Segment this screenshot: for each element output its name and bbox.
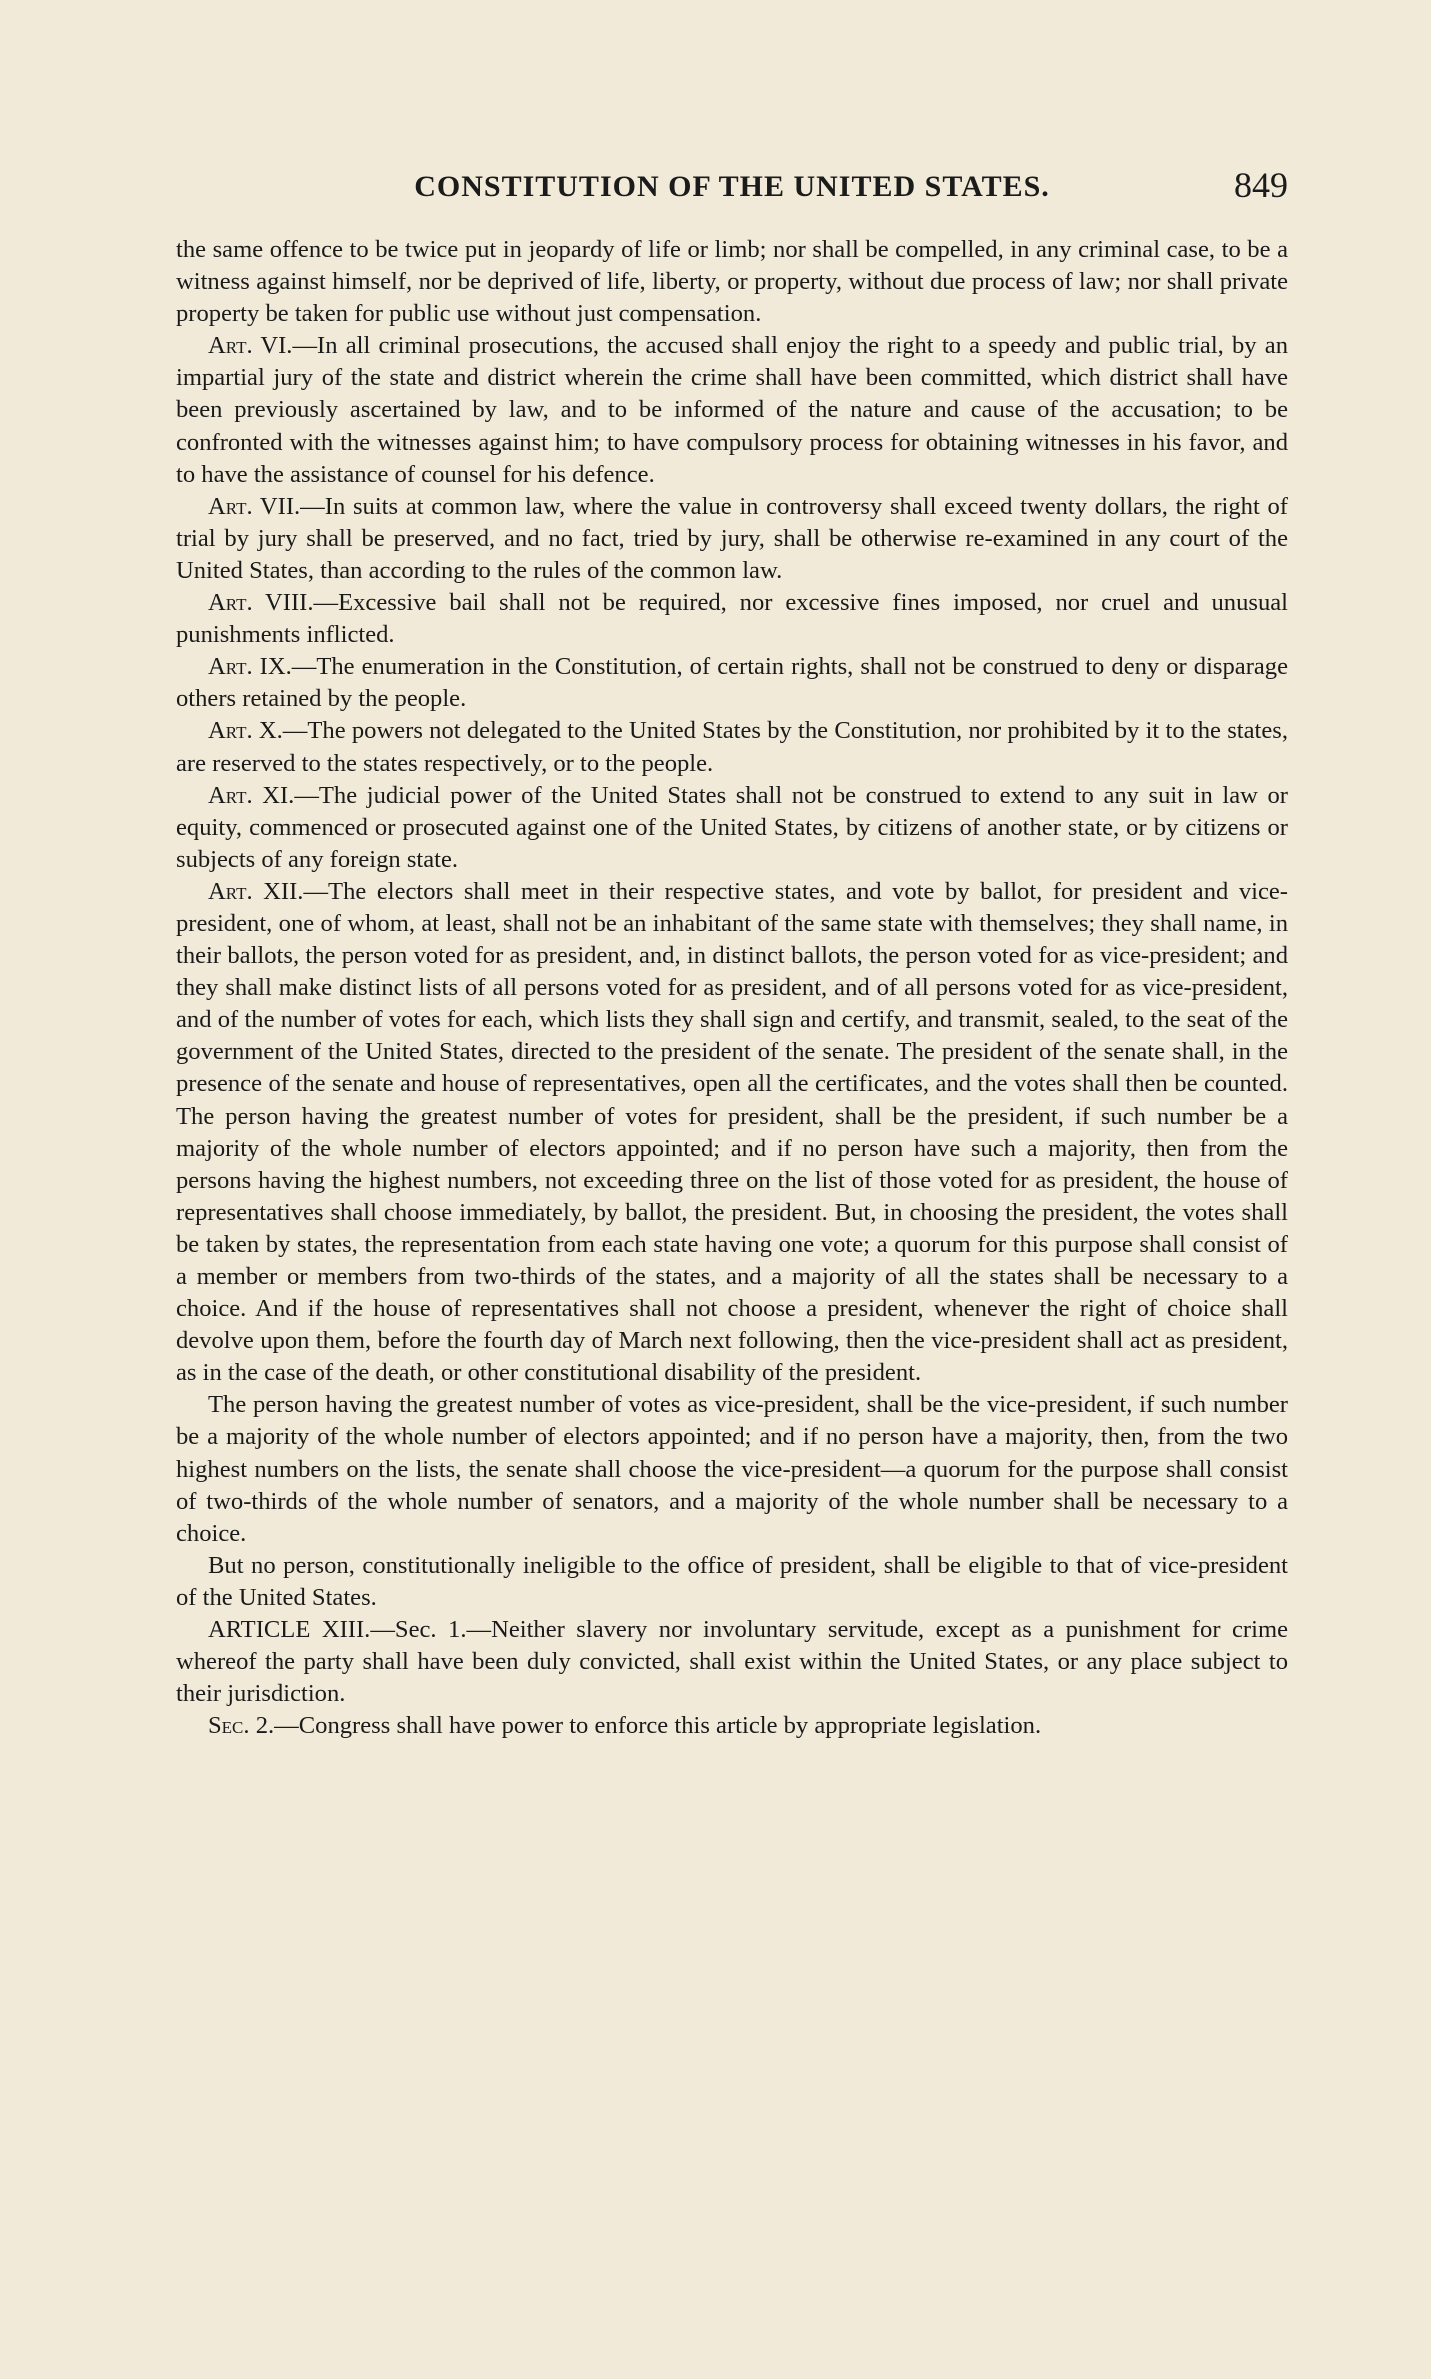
paragraph-label: Art. VI.	[208, 332, 293, 360]
paragraph	[176, 1389, 1288, 1549]
paragraph	[176, 234, 1288, 330]
running-title: CONSTITUTION OF THE UNITED STATES.	[414, 170, 1050, 203]
paragraph-label: Art. VII.	[208, 492, 301, 520]
paragraph-text: —Excessive bail shall not be required, nor excessive fines imposed, nor cruel and unusual punishments inflicted.	[176, 589, 1288, 649]
paragraph-text: —The judicial power of the United States shall not be construed to extend to any suit in law or equity, commenced or prosecuted against one of the United States, by citizens of another state, or by citizens or subjects of any foreign state.	[176, 781, 1289, 873]
paragraph-text: —The electors shall meet in their respective states, and vote by ballot, for president and vice-president, one of whom, at least, shall not be an inhabitant of the same state with themselves; they shall name, in their ballots, the person voted for as president, and, in distinct ballots, the person voted for as vice-president; and they shall make distinct lists of all persons voted for as president, and of all persons voted for as vice-president, and of the number of votes for each, which lists they shall sign and certify, and transmit, sealed, to the seat of the government of the United States, directed to the president of the senate. The president of the senate shall, in the presence of the senate and house of representatives, open all the certificates, and the votes shall then be counted. The person having the greatest number of votes for president, shall be the president, if such number be a majority of the whole number of electors appointed; and if no person have such a majority, then from the persons having the highest numbers, not exceeding three on the list of those voted for as president, the house of representatives shall choose immediately, by ballot, the president. But, in choosing the president, the votes shall be taken by states, the representation from each state having one vote; a quorum for this purpose shall consist of a member or members from two-thirds of the states, and a majority of all the states shall be necessary to a choice. And if the house of representatives shall not choose a president, whenever the right of choice shall devolve upon them, before the fourth day of March next following, then the vice-president shall act as president, as in the case of the death, or other constitutional disability of the president.	[176, 877, 1288, 1387]
page-header	[176, 160, 1288, 210]
paragraph-text: —In all criminal prosecutions, the accused shall enjoy the right to a speedy and public trial, by an impartial jury of the state and district wherein the crime shall have been committed, which district shall have been previously ascertained by law, and to be informed of the nature and cause of the accusation; to be confronted with the witnesses against him; to have compulsory process for obtaining witnesses in his favor, and to have the assistance of counsel for his defence.	[176, 332, 1288, 488]
paragraph-label: Art. VIII.	[208, 589, 314, 617]
paragraph-text: —In suits at common law, where the value in controversy shall exceed twenty dollars, the right of trial by jury shall be preserved, and no fact, tried by jury, shall be otherwise re-examined in any court of the United States, than according to the rules of the common law.	[176, 492, 1288, 584]
body-text	[176, 234, 1288, 1742]
paragraph	[176, 780, 1288, 876]
paragraph-label: Art. IX.	[208, 653, 292, 681]
paragraph	[176, 1710, 1288, 1742]
paragraph-label: Art. XII.	[208, 877, 304, 905]
paragraph	[176, 330, 1288, 490]
paragraph	[176, 491, 1288, 587]
paragraph-text: —Sec. 1.—Neither slavery nor involuntary servitude, except as a punishment for crime whereof the party shall have been duly convicted, shall exist within the United States, or any place subject to their jurisdiction.	[176, 1616, 1288, 1708]
paragraph	[176, 1550, 1288, 1614]
paragraph-label: Sec. 2.	[208, 1712, 275, 1740]
paragraph	[176, 587, 1288, 651]
paragraph-text: But no person, constitutionally ineligible to the office of president, shall be eligible to that of vice-president of the United States.	[176, 1551, 1288, 1611]
paragraph-text: —The powers not delegated to the United States by the Constitution, nor prohibited by it to the states, are reserved to the states respectively, or to the people.	[176, 717, 1288, 777]
paragraph	[176, 876, 1288, 1390]
paragraph-label: Art. X.	[208, 717, 283, 745]
paragraph-label: ARTICLE XIII.	[208, 1616, 371, 1644]
paragraph-text: The person having the greatest number of votes as vice-president, shall be the vice-president, if such number be a majority of the whole number of electors appointed; and if no person have a majority, then, from the two highest numbers on the lists, the senate shall choose the vice-president—a quorum for the purpose shall consist of two-thirds of the whole number of senators, and a majority of the whole number shall be necessary to a choice.	[176, 1391, 1288, 1547]
page-number: 849	[1234, 165, 1288, 205]
paragraph-text: the same offence to be twice put in jeopardy of life or limb; nor shall be compelled, in any criminal case, to be a witness against himself, nor be deprived of life, liberty, or property, without due process of law; nor shall private property be taken for public use without just compensation.	[176, 236, 1288, 328]
paragraph-label: Art. XI.	[208, 781, 295, 809]
paragraph-text: —The enumeration in the Constitution, of certain rights, shall not be construed to deny or disparage others retained by the people.	[176, 653, 1289, 713]
paragraph-text: —Congress shall have power to enforce this article by appropriate legislation.	[274, 1712, 1042, 1740]
paragraph	[176, 1614, 1288, 1710]
paragraph	[176, 651, 1288, 715]
paragraph	[176, 715, 1288, 779]
